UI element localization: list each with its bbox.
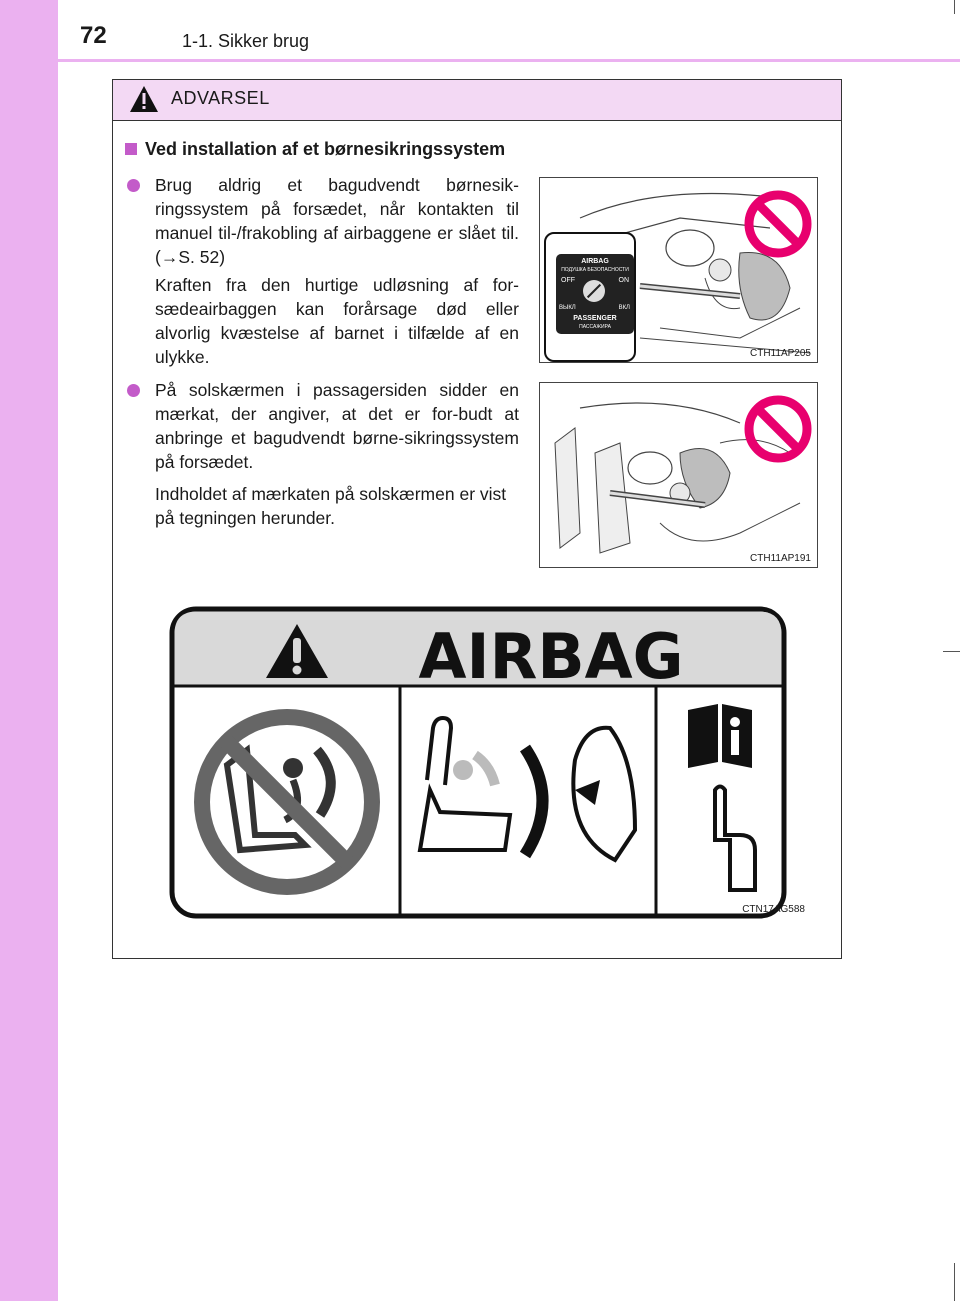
label-title: AIRBAG [418, 620, 684, 693]
section-heading [125, 139, 505, 160]
warning-item-1 [127, 173, 519, 373]
square-bullet-icon [125, 143, 137, 155]
airbag-label-graphic [165, 600, 835, 940]
switch-passenger-ru-label: ПАССАЖИРА [579, 324, 611, 330]
prohibited-sign-icon [742, 393, 814, 465]
switch-off-ru-label: ВЫКЛ [559, 305, 576, 311]
item-1-paragraph-2: Kraften fra den hurtige udløsning af for-sædeairbaggen kan forårsage død eller alvorlig kvæstelse af barnet i tilfælde af en ulykke. [155, 275, 519, 367]
switch-subtitle: ПОДУШКА БЕЗОПАСНОСТИ [561, 267, 629, 273]
crop-mark [954, 1263, 955, 1301]
figure-car-interior [539, 382, 818, 568]
prohibited-sign-icon [742, 188, 814, 260]
airbag-switch-panel [556, 254, 634, 334]
side-color-bar [0, 0, 58, 1301]
heading-text: Ved installation af et børnesikringssystem [145, 139, 506, 159]
warning-header [113, 80, 841, 121]
bullet-dot-icon [127, 179, 140, 192]
figure-code: CTH11AP205 [750, 348, 811, 359]
no-rear-facing-seat-icon [202, 717, 372, 887]
switch-on-ru-label: ВКЛ [618, 305, 630, 311]
key-slot-icon [583, 280, 605, 302]
switch-off-label: OFF [561, 277, 575, 284]
switch-passenger-label: PASSENGER [573, 315, 617, 322]
crop-mark [943, 651, 960, 652]
figure-code: CTH11AP191 [750, 553, 811, 564]
bullet-dot-icon [127, 384, 140, 397]
warning-triangle-icon [129, 85, 159, 113]
airbag-warning-label [165, 600, 835, 940]
switch-title: AIRBAG [581, 258, 609, 265]
item-1-paragraph-1: Brug aldrig et bagudvendt børnesik-ringssystem på forsædet, når kontakten til manuel til-/frakobling af airbaggene er slået til. (→S. 52) [155, 175, 519, 267]
section-title: 1-1. Sikker brug [182, 31, 310, 51]
label-code: CTN17AG588 [742, 904, 805, 915]
header-rule [58, 59, 960, 62]
switch-on-label: ON [618, 277, 629, 284]
item-2-paragraph-2: Indholdet af mærkaten på solskærmen er vist på tegningen herunder. [155, 484, 507, 528]
warning-box [112, 79, 842, 959]
item-2-paragraph-1: På solskærmen i passagersiden sidder en mærkat, der angiver, at det er for-budt at anbringe et bagudvendt børne-sikringssystem på forsædet. [155, 380, 519, 472]
warning-title: ADVARSEL [171, 88, 270, 108]
warning-item-2 [127, 378, 519, 534]
page-number: 72 [80, 22, 107, 49]
figure-airbag-switch [539, 177, 818, 363]
crop-mark [954, 0, 955, 14]
